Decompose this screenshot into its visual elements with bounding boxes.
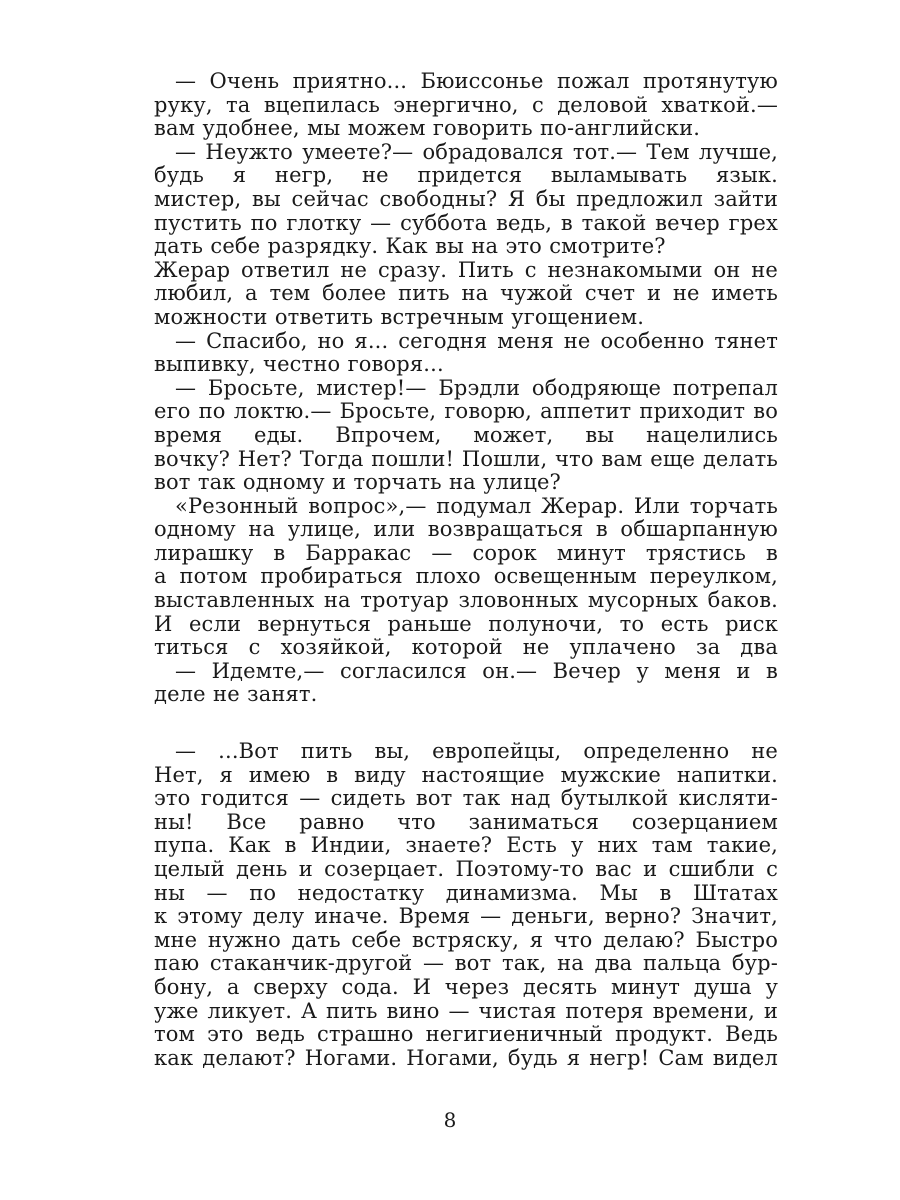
- text-line: — Спасибо, но я... сегодня меня не особенно тянет: [175, 329, 778, 353]
- text-line: паю стаканчик-другой — вот так, на два пальца бур-: [154, 952, 778, 976]
- text-line: пустить по глотку — суббота ведь, в такой вечер грех: [154, 211, 778, 235]
- text-line: пупа. Как в Индии, знаете? Есть у них там такие,: [154, 834, 778, 858]
- text-line: это годится — сидеть вот так над бутылкой кисляти-: [154, 787, 778, 811]
- text-line: а потом пробираться плохо освещенным переулком,: [154, 565, 778, 589]
- text-line: целый день и созерцает. Поэтому-то вас и сшибли с: [154, 857, 778, 881]
- text-line: Нет, я имею в виду настоящие мужские напитки.: [154, 763, 778, 787]
- text-line: к этому делу иначе. Время — деньги, верно? Значит,: [154, 905, 778, 929]
- text-line: Жерар ответил не сразу. Пить с незнакомыми он не: [154, 258, 778, 282]
- text-line: — Очень приятно... Бюиссонье пожал протянутую: [175, 70, 778, 93]
- text-line: лирашку в Барракас — сорок минут трястись в: [154, 541, 778, 565]
- text-line: деле не занят.: [154, 682, 318, 707]
- text-line: выпивку, честно говоря...: [154, 352, 444, 377]
- text-line: любил, а тем более пить на чужой счет и не иметь: [154, 282, 778, 306]
- text-line: мистер, вы сейчас свободны? Я бы предложил зайти: [154, 187, 778, 211]
- text-line: ны! Все равно что заниматься созерцанием: [154, 810, 778, 834]
- text-line: одному на улице, или возвращаться в обшарпанную: [154, 518, 778, 542]
- text-line: — Неужто умеете?— обрадовался тот.— Тем лучше,: [175, 140, 778, 164]
- text-line: том это ведь страшно негигиеничный продукт. Ведь: [154, 1023, 778, 1047]
- text-line: можности ответить встречным угощением.: [154, 304, 645, 329]
- text-line: выставленных на тротуар зловонных мусорных баков.: [154, 589, 778, 613]
- text-line: бону, а сверху сода. И через десять минут душа у: [154, 975, 778, 999]
- text-line: мне нужно дать себе встряску, я что делаю? Быстро: [154, 928, 778, 952]
- text-line: И если вернуться раньше полуночи, то есть риск: [154, 612, 778, 636]
- text-line: уже ликует. А пить вино — чистая потеря времени, и: [154, 999, 778, 1023]
- text-line: его по локтю.— Бросьте, говорю, аппетит приходит во: [154, 400, 778, 424]
- text-line: вам удобнее, мы можем говорить по-английски.: [154, 116, 701, 141]
- text-line: вочку? Нет? Тогда пошли! Пошли, что вам еще делать: [154, 447, 778, 471]
- text-line: — Бросьте, мистер!— Брэдли ободряюще потрепал: [175, 376, 778, 400]
- text-line: «Резонный вопрос»,— подумал Жерар. Или торчать: [175, 494, 778, 518]
- page-number: 8: [443, 1108, 457, 1132]
- text-line: вот так одному и торчать на улице?: [154, 470, 561, 495]
- text-line: ны — по недостатку динамизма. Мы в Штатах: [154, 881, 778, 905]
- text-section-2: [154, 740, 778, 1070]
- text-line: титься с хозяйкой, которой не уплачено за два: [154, 636, 778, 660]
- text-line: время еды. Впрочем, может, вы нацелились: [154, 423, 778, 447]
- text-line: — Идемте,— согласился он.— Вечер у меня и в: [175, 659, 778, 683]
- text-line: — ...Вот пить вы, европейцы, определенно не: [175, 740, 778, 763]
- text-line: дать себе разрядку. Как вы на это смотрите?: [154, 234, 666, 259]
- text-line: как делают? Ногами. Ногами, будь я негр! Сам видел: [154, 1046, 778, 1070]
- text-line: будь я негр, не придется выламывать язык.: [154, 164, 778, 188]
- text-line: руку, та вцепилась энергично, с деловой хваткой.—: [154, 93, 778, 117]
- text-section-1: [154, 70, 778, 707]
